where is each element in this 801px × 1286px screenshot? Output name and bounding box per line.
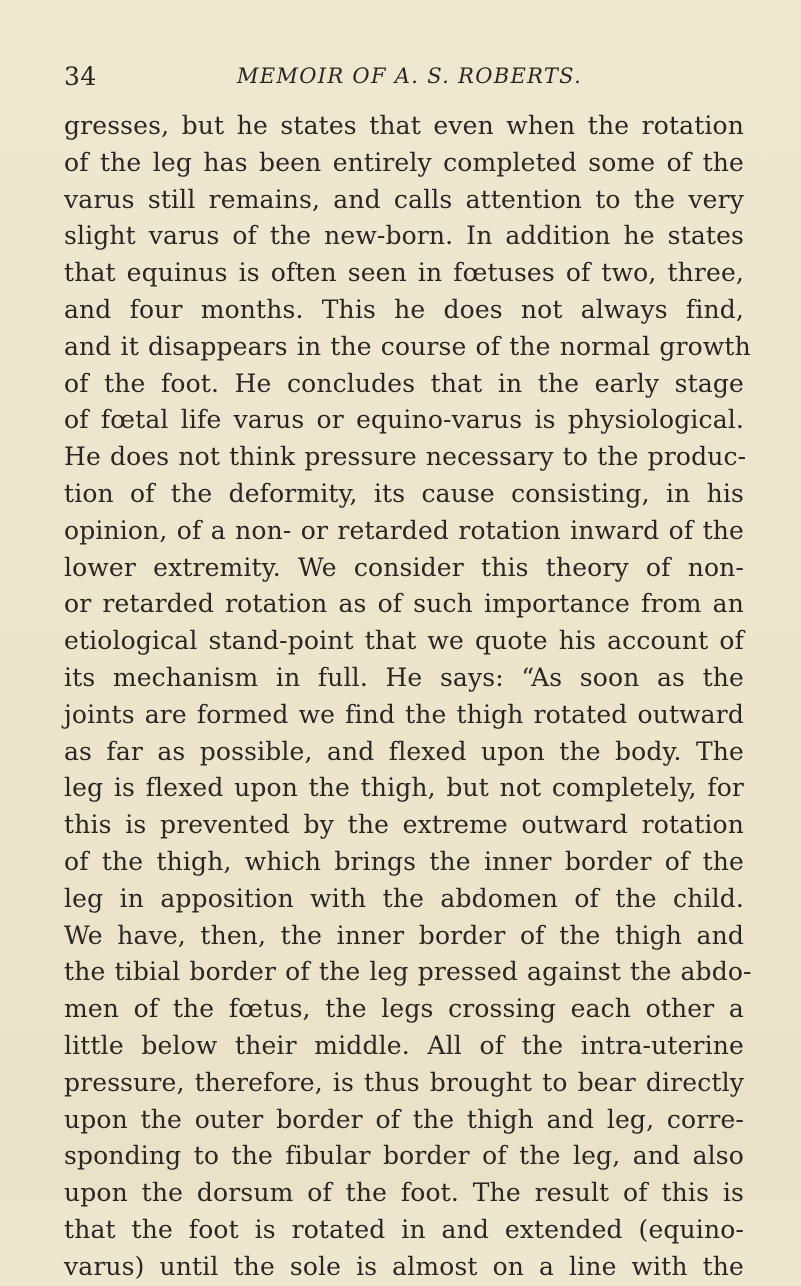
text-line: tion of the deformity, its cause consisting, in his xyxy=(64,478,744,508)
body-text xyxy=(64,108,752,1286)
text-line: of the thigh, which brings the inner border of the xyxy=(64,846,744,876)
text-line: of the leg has been entirely completed some of the xyxy=(64,147,744,177)
text-line: men of the fœtus, the legs crossing each other a xyxy=(64,994,744,1024)
text-line: as far as possible, and flexed upon the body. The xyxy=(64,736,744,766)
text-line: or retarded rotation as of such importance from an xyxy=(64,589,744,619)
text-line: varus) until the sole is almost on a line with the xyxy=(64,1251,744,1281)
page-header xyxy=(64,62,764,92)
text-line: this is prevented by the extreme outward rotation xyxy=(64,810,744,840)
text-line: We have, then, the inner border of the thigh and xyxy=(64,920,744,950)
text-line: and four months. This he does not always find, xyxy=(64,294,744,324)
text-line: little below their middle. All of the intra-uterine xyxy=(64,1030,744,1060)
text-line: etiological stand-point that we quote his account of xyxy=(64,626,744,656)
text-line: of fœtal life varus or equino-varus is physiological. xyxy=(64,405,744,435)
text-line: leg is flexed upon the thigh, but not completely, for xyxy=(64,773,744,803)
text-line: leg in apposition with the abdomen of the child. xyxy=(64,883,744,913)
text-line: opinion, of a non- or retarded rotation inward of the xyxy=(64,515,744,545)
text-line: of the foot. He concludes that in the early stage xyxy=(64,368,744,398)
text-line: upon the outer border of the thigh and leg, corre- xyxy=(64,1104,744,1134)
text-line: He does not think pressure necessary to the produc- xyxy=(64,442,747,472)
text-line: that equinus is often seen in fœtuses of two, three, xyxy=(64,258,744,288)
text-line: its mechanism in full. He says: “As soon as the xyxy=(64,662,744,692)
running-head: MEMOIR OF A. S. ROBERTS. xyxy=(237,64,583,88)
text-line: that the foot is rotated in and extended (equino- xyxy=(64,1214,744,1244)
text-line: pressure, therefore, is thus brought to bear directly xyxy=(64,1067,744,1097)
text-line: lower extremity. We consider this theory of non- xyxy=(64,552,744,582)
text-line: joints are formed we find the thigh rotated outward xyxy=(64,699,744,729)
text-line: varus still remains, and calls attention to the very xyxy=(64,184,744,214)
page-number: 34 xyxy=(64,62,97,91)
text-line: slight varus of the new-born. In addition he states xyxy=(64,221,744,251)
text-line: sponding to the fibular border of the leg, and also xyxy=(64,1141,744,1171)
text-line: and it disappears in the course of the normal growth xyxy=(64,331,751,361)
text-line: gresses, but he states that even when the rotation xyxy=(64,111,744,140)
text-line: the tibial border of the leg pressed against the abdo- xyxy=(64,957,752,987)
text-line: upon the dorsum of the foot. The result of this is xyxy=(64,1178,744,1208)
